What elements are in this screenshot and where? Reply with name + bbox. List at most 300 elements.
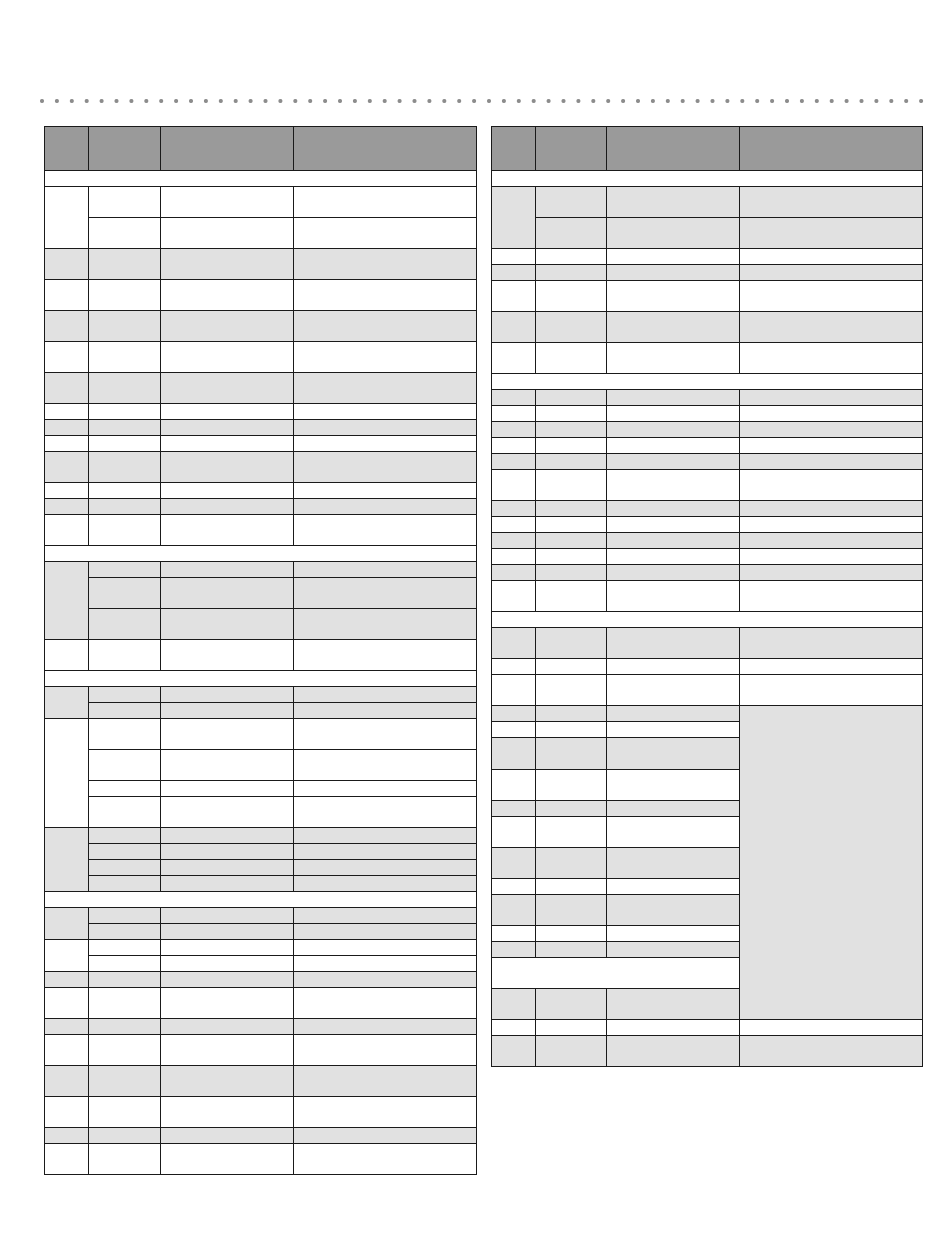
table-cell — [536, 249, 607, 265]
table-cell — [89, 218, 161, 249]
table-cell — [45, 972, 89, 988]
table-row — [492, 470, 923, 501]
table-row — [45, 420, 477, 436]
table-cell — [161, 1144, 294, 1175]
section-row-cell — [45, 892, 477, 908]
table-cell — [161, 1035, 294, 1066]
table-cell — [492, 249, 536, 265]
table-cell — [294, 342, 477, 373]
table-row — [492, 628, 923, 659]
table-cell — [294, 483, 477, 499]
table-cell — [294, 781, 477, 797]
table-row — [45, 671, 477, 687]
table-row — [45, 562, 477, 578]
table-cell — [89, 924, 161, 940]
table-cell — [607, 533, 740, 549]
table-row — [492, 958, 923, 989]
table-cell — [607, 879, 740, 895]
table-cell — [294, 750, 477, 781]
table-cell — [161, 562, 294, 578]
table-cell — [536, 312, 607, 343]
table-cell — [492, 722, 536, 738]
table-cell — [89, 703, 161, 719]
rule-dot — [338, 99, 342, 103]
table-cell — [89, 860, 161, 876]
table-row — [45, 956, 477, 972]
table-row — [45, 452, 477, 483]
rule-dot — [234, 99, 238, 103]
table-cell — [536, 549, 607, 565]
table-cell — [536, 422, 607, 438]
rule-dot — [889, 99, 893, 103]
table-row — [45, 436, 477, 452]
table-cell — [607, 470, 740, 501]
table-cell — [161, 609, 294, 640]
table-cell — [45, 640, 89, 671]
table-cell — [740, 406, 923, 422]
table-cell — [45, 1019, 89, 1035]
table-cell — [89, 908, 161, 924]
rule-dot — [919, 99, 923, 103]
table-cell — [89, 515, 161, 546]
rule-dot — [129, 99, 133, 103]
table-cell — [536, 438, 607, 454]
table-cell — [740, 549, 923, 565]
table-cell — [161, 908, 294, 924]
left-table — [44, 126, 477, 1175]
table-cell — [607, 738, 740, 770]
table-cell — [607, 817, 740, 848]
table-cell — [607, 218, 740, 249]
rule-dot — [636, 99, 640, 103]
table-cell — [294, 860, 477, 876]
table-row — [492, 438, 923, 454]
table-cell — [740, 218, 923, 249]
table-cell — [294, 924, 477, 940]
table-cell — [607, 659, 740, 675]
table-cell — [161, 703, 294, 719]
table-cell — [740, 390, 923, 406]
table-cell — [607, 390, 740, 406]
table-cell — [607, 249, 740, 265]
table-cell — [740, 501, 923, 517]
table-cell — [607, 187, 740, 218]
table-cell — [607, 895, 740, 926]
table-cell — [161, 436, 294, 452]
rule-dot — [547, 99, 551, 103]
table-cell — [740, 565, 923, 581]
table-cell — [492, 517, 536, 533]
table-cell — [536, 470, 607, 501]
table-cell — [492, 581, 536, 612]
table-cell — [161, 640, 294, 671]
table-cell — [740, 265, 923, 281]
table-cell — [89, 956, 161, 972]
table-cell — [294, 972, 477, 988]
table-cell — [89, 280, 161, 311]
rule-dot — [711, 99, 715, 103]
table-cell — [294, 436, 477, 452]
table-row — [492, 218, 923, 249]
table-row — [45, 687, 477, 703]
table-cell — [740, 517, 923, 533]
table-cell — [607, 422, 740, 438]
table-cell — [161, 1097, 294, 1128]
table-cell — [89, 640, 161, 671]
rule-dot — [308, 99, 312, 103]
table-cell — [492, 565, 536, 581]
table-cell — [740, 281, 923, 312]
table-cell — [607, 501, 740, 517]
table-cell — [45, 988, 89, 1019]
table-cell — [161, 499, 294, 515]
table-row — [492, 1036, 923, 1067]
table-row — [45, 609, 477, 640]
table-cell — [492, 848, 536, 879]
table-cell — [89, 876, 161, 892]
table-cell — [294, 218, 477, 249]
table-cell — [294, 1066, 477, 1097]
table-cell — [536, 738, 607, 770]
rule-dot — [383, 99, 387, 103]
table-cell — [89, 342, 161, 373]
header-row — [492, 127, 923, 171]
table-cell — [89, 404, 161, 420]
table-cell — [492, 187, 536, 249]
table-cell — [536, 390, 607, 406]
rule-dot — [472, 99, 476, 103]
table-cell — [536, 343, 607, 374]
table-cell — [161, 860, 294, 876]
header-cell — [294, 127, 477, 171]
table-cell — [294, 908, 477, 924]
table-cell — [45, 687, 89, 719]
header-cell — [89, 127, 161, 171]
table-row — [45, 1128, 477, 1144]
table-cell — [294, 187, 477, 218]
table-cell — [607, 628, 740, 659]
table-cell — [536, 926, 607, 942]
table-cell — [294, 420, 477, 436]
section-row-cell — [45, 671, 477, 687]
table-row — [45, 972, 477, 988]
table-cell — [492, 706, 536, 722]
table-cell — [607, 281, 740, 312]
table-cell — [294, 609, 477, 640]
rule-dot — [249, 99, 253, 103]
table-cell — [492, 817, 536, 848]
table-row — [492, 565, 923, 581]
table-cell — [536, 848, 607, 879]
rule-dot — [487, 99, 491, 103]
table-row — [492, 281, 923, 312]
table-cell — [492, 470, 536, 501]
table-row — [45, 1097, 477, 1128]
section-row-cell — [492, 374, 923, 390]
table-cell — [89, 373, 161, 404]
rule-dot — [55, 99, 59, 103]
table-cell — [45, 452, 89, 483]
table-cell — [161, 578, 294, 609]
table-row — [492, 171, 923, 187]
table-cell — [45, 499, 89, 515]
table-cell — [89, 452, 161, 483]
rule-dot — [576, 99, 580, 103]
table-cell — [607, 942, 740, 958]
rule-dot — [174, 99, 178, 103]
table-cell — [740, 659, 923, 675]
table-cell — [740, 249, 923, 265]
table-row — [45, 828, 477, 844]
table-cell — [161, 342, 294, 373]
rule-dot — [413, 99, 417, 103]
table-cell — [161, 972, 294, 988]
table-row — [45, 515, 477, 546]
table-cell — [492, 926, 536, 942]
header-cell — [607, 127, 740, 171]
rule-dot — [770, 99, 774, 103]
rule-dot — [159, 99, 163, 103]
table-cell — [607, 454, 740, 470]
table-cell — [607, 848, 740, 879]
table-cell — [45, 1144, 89, 1175]
table-cell — [294, 515, 477, 546]
table-cell — [45, 562, 89, 640]
table-cell — [161, 1066, 294, 1097]
table-row — [45, 546, 477, 562]
table-cell — [45, 436, 89, 452]
table-cell — [45, 404, 89, 420]
table-cell — [492, 343, 536, 374]
rule-dot — [70, 99, 74, 103]
table-cell — [161, 828, 294, 844]
table-cell — [492, 406, 536, 422]
table-cell — [536, 406, 607, 422]
table-cell — [294, 1035, 477, 1066]
table-cell — [536, 533, 607, 549]
table-row — [45, 924, 477, 940]
table-cell — [536, 770, 607, 801]
table-cell — [536, 722, 607, 738]
table-cell — [536, 895, 607, 926]
table-cell — [161, 483, 294, 499]
table-cell — [161, 373, 294, 404]
table-cell — [294, 1019, 477, 1035]
table-cell — [492, 879, 536, 895]
rule-dot — [517, 99, 521, 103]
table-cell — [492, 942, 536, 958]
table-row — [45, 703, 477, 719]
table-row — [492, 390, 923, 406]
table-cell — [740, 1020, 923, 1036]
table-cell — [492, 1036, 536, 1067]
rule-dot — [189, 99, 193, 103]
table-row — [492, 706, 923, 722]
table-cell — [536, 581, 607, 612]
table-cell — [161, 719, 294, 750]
table-cell — [89, 562, 161, 578]
table-cell — [45, 908, 89, 940]
table-row — [45, 218, 477, 249]
table-cell — [607, 438, 740, 454]
table-cell — [492, 549, 536, 565]
table-cell — [161, 420, 294, 436]
table-cell — [89, 1066, 161, 1097]
table-cell — [161, 924, 294, 940]
table-row — [45, 719, 477, 750]
table-cell — [536, 628, 607, 659]
table-row — [45, 499, 477, 515]
table-row — [45, 483, 477, 499]
table-cell — [536, 218, 607, 249]
table-cell — [294, 640, 477, 671]
rule-dot — [845, 99, 849, 103]
rule-dot — [40, 99, 44, 103]
table-cell — [45, 373, 89, 404]
rule-dot — [681, 99, 685, 103]
table-row — [492, 249, 923, 265]
rule-dot — [219, 99, 223, 103]
table-cell — [536, 1020, 607, 1036]
table-row — [45, 1019, 477, 1035]
table-row — [45, 1035, 477, 1066]
rule-dot — [457, 99, 461, 103]
table-cell — [161, 249, 294, 280]
rule-dot — [591, 99, 595, 103]
left-table-body — [45, 171, 477, 1175]
table-row — [492, 454, 923, 470]
table-cell — [45, 1097, 89, 1128]
table-cell — [492, 265, 536, 281]
table-cell — [294, 719, 477, 750]
table-cell — [294, 828, 477, 844]
table-row — [492, 533, 923, 549]
rule-dot — [755, 99, 759, 103]
header-cell — [492, 127, 536, 171]
table-row — [492, 612, 923, 628]
table-cell — [45, 187, 89, 249]
rule-dot — [860, 99, 864, 103]
table-cell — [45, 342, 89, 373]
table-cell — [492, 1020, 536, 1036]
table-cell — [607, 1020, 740, 1036]
rule-dot — [278, 99, 282, 103]
table-cell — [89, 797, 161, 828]
table-cell — [536, 501, 607, 517]
table-cell — [89, 988, 161, 1019]
rule-dot — [830, 99, 834, 103]
table-cell — [294, 373, 477, 404]
table-cell — [607, 770, 740, 801]
table-cell — [161, 187, 294, 218]
table-cell — [536, 942, 607, 958]
table-cell — [45, 828, 89, 892]
rule-dot — [651, 99, 655, 103]
table-cell — [492, 659, 536, 675]
rule-dot — [100, 99, 104, 103]
table-cell — [45, 940, 89, 972]
rule-dot — [621, 99, 625, 103]
table-row — [492, 549, 923, 565]
section-row-cell — [492, 958, 923, 989]
table-cell — [536, 1036, 607, 1067]
table-cell — [89, 1019, 161, 1035]
table-cell — [161, 781, 294, 797]
table-cell — [45, 1066, 89, 1097]
table-cell — [294, 797, 477, 828]
table-cell — [536, 281, 607, 312]
table-cell — [161, 280, 294, 311]
table-cell — [294, 687, 477, 703]
table-cell — [161, 404, 294, 420]
table-cell — [45, 280, 89, 311]
table-cell — [89, 828, 161, 844]
rule-dot — [368, 99, 372, 103]
table-cell — [492, 628, 536, 659]
table-cell — [740, 187, 923, 218]
table-row — [45, 892, 477, 908]
table-cell — [607, 565, 740, 581]
table-cell — [492, 533, 536, 549]
table-cell — [89, 578, 161, 609]
table-cell — [740, 422, 923, 438]
table-cell — [161, 452, 294, 483]
table-cell — [492, 501, 536, 517]
table-cell — [45, 311, 89, 342]
rule-dot — [323, 99, 327, 103]
dotted-rule — [0, 0, 950, 130]
table-cell — [294, 578, 477, 609]
table-row — [45, 249, 477, 280]
table-cell — [536, 879, 607, 895]
table-cell — [740, 343, 923, 374]
table-cell — [161, 1128, 294, 1144]
table-row — [45, 640, 477, 671]
table-cell — [294, 452, 477, 483]
table-cell — [492, 770, 536, 801]
table-row — [492, 187, 923, 218]
header-row — [45, 127, 477, 171]
table-cell — [89, 750, 161, 781]
table-row — [492, 501, 923, 517]
table-cell — [294, 940, 477, 956]
table-cell — [161, 687, 294, 703]
table-cell — [536, 565, 607, 581]
table-cell — [536, 989, 607, 1020]
table-cell — [161, 1019, 294, 1035]
table-cell — [89, 1097, 161, 1128]
table-row — [45, 908, 477, 924]
table-row — [45, 988, 477, 1019]
table-cell — [161, 956, 294, 972]
table-cell — [161, 940, 294, 956]
table-cell — [294, 1144, 477, 1175]
header-cell — [45, 127, 89, 171]
table-row — [492, 343, 923, 374]
header-cell — [536, 127, 607, 171]
table-cell — [492, 422, 536, 438]
table-cell — [161, 218, 294, 249]
table-cell — [161, 311, 294, 342]
section-row-cell — [45, 171, 477, 187]
table-cell — [607, 581, 740, 612]
table-cell — [45, 420, 89, 436]
table-cell — [492, 312, 536, 343]
rule-dot — [725, 99, 729, 103]
table-cell — [294, 249, 477, 280]
rule-dot — [398, 99, 402, 103]
table-cell — [607, 343, 740, 374]
